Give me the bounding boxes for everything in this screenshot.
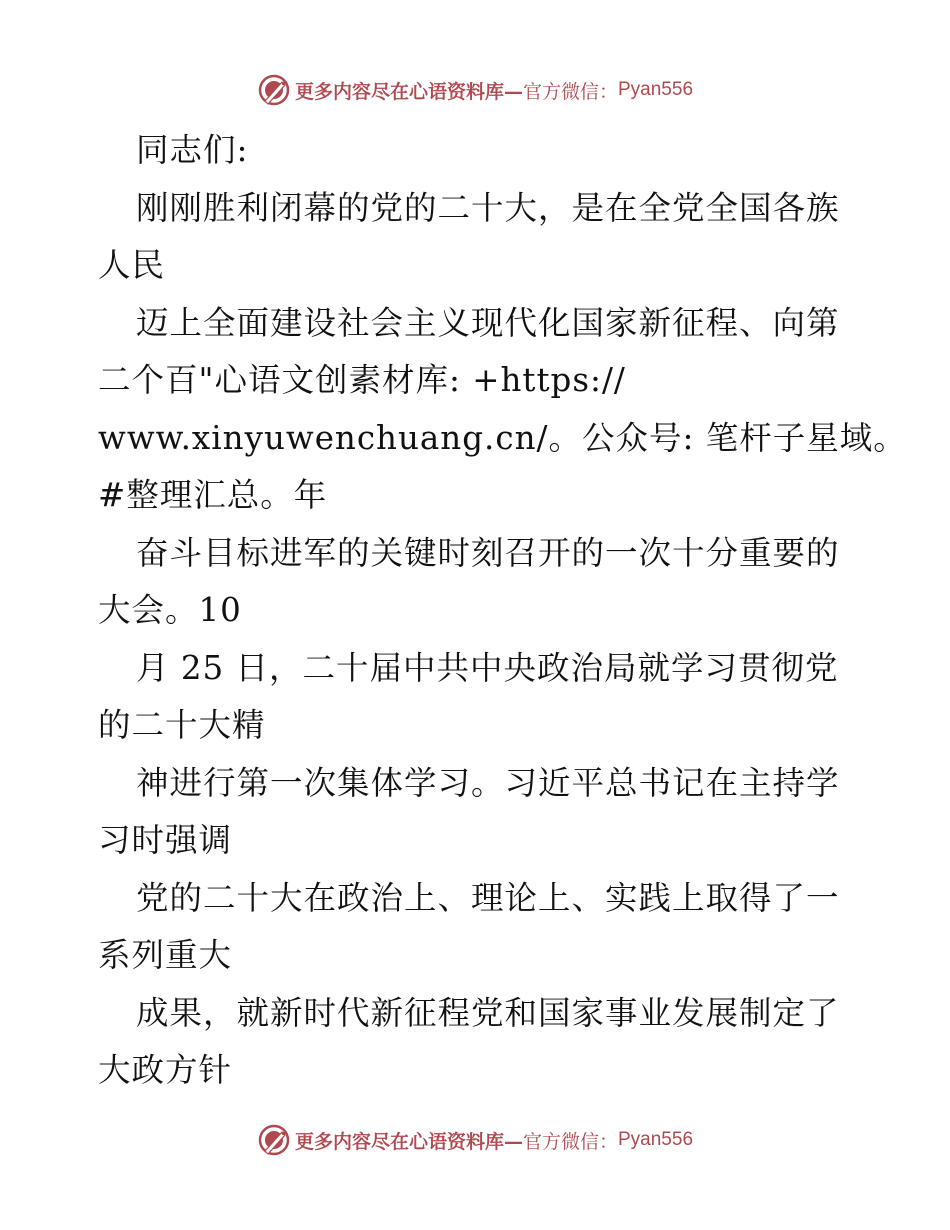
banner-title: 更多内容尽在心语资料库— xyxy=(294,80,523,103)
text-line: www.xinyuwenchuang.cn/。公众号: 笔杆子星域。 xyxy=(98,418,907,457)
pen-logo-icon xyxy=(257,73,291,107)
pen-logo-icon xyxy=(257,1123,291,1157)
text-line: 迈上全面建设社会主义现代化国家新征程、向第 xyxy=(136,303,840,342)
text-line: 大政方针 xyxy=(98,1051,233,1089)
banner-title: 更多内容尽在心语资料库— xyxy=(294,1130,523,1153)
text-line: 二个百"心语文创素材库: +https:// xyxy=(98,361,626,399)
text-line: 人民 xyxy=(98,246,166,284)
banner-wechat-label: 官方微信： xyxy=(522,80,618,103)
text-line: 大会。10 xyxy=(98,591,242,629)
text-line: 刚刚胜利闭幕的党的二十大，是在全党全国各族 xyxy=(136,188,840,227)
banner-wechat-id: Pyan556 xyxy=(618,1129,694,1150)
footer-banner xyxy=(0,1120,950,1160)
banner-wechat-id: Pyan556 xyxy=(618,79,694,100)
text-line: 系列重大 xyxy=(98,936,233,974)
text-line: 同志们: xyxy=(136,131,249,169)
text-line: 神进行第一次集体学习。习近平总书记在主持学 xyxy=(136,763,840,802)
text-line: 奋斗目标进军的关键时刻召开的一次十分重要的 xyxy=(136,533,840,572)
text-line: 成果，就新时代新征程党和国家事业发展制定了 xyxy=(136,993,840,1032)
text-line: 月 25 日，二十届中共中央政治局就学习贯彻党 xyxy=(136,648,839,687)
text-line: #整理汇总。年 xyxy=(98,476,328,514)
banner-wechat-label: 官方微信： xyxy=(522,1130,618,1153)
text-line: 的二十大精 xyxy=(98,706,266,744)
header-banner xyxy=(0,70,950,110)
text-line: 党的二十大在政治上、理论上、实践上取得了一 xyxy=(136,878,840,917)
document-body xyxy=(98,122,907,1100)
text-line: 习时强调 xyxy=(98,821,233,859)
